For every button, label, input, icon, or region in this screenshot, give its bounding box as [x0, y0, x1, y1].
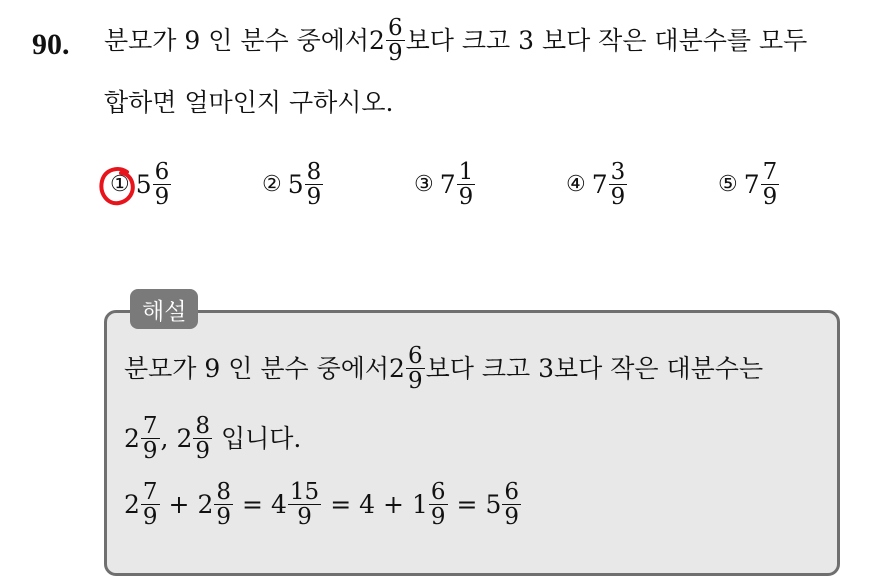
fraction-whole: 5: [485, 490, 502, 520]
equation-result: [486, 480, 523, 529]
choice-number: ⑤: [718, 172, 738, 198]
fraction: [305, 160, 324, 209]
fraction: [609, 160, 628, 209]
fraction-numerator: 7: [762, 159, 778, 185]
fraction-whole: 7: [439, 170, 456, 200]
fraction-numerator: 1: [458, 159, 474, 185]
separator: ,: [160, 424, 177, 454]
solution-line-2: [124, 414, 301, 463]
choice-number: ②: [262, 172, 282, 198]
choice-4[interactable]: [566, 160, 628, 209]
fraction: [141, 480, 160, 529]
fraction-denominator: 9: [430, 504, 446, 531]
fraction-whole: 2: [389, 354, 405, 384]
fraction-whole: 2: [369, 26, 385, 56]
question-line-1: [104, 16, 807, 65]
answer-mark-circle-icon: [97, 163, 139, 209]
fraction: [214, 480, 233, 529]
fraction-whole: 4: [271, 490, 287, 520]
plus-sign: +: [168, 490, 190, 520]
fraction-whole: 7: [743, 170, 760, 200]
fraction-denominator: 9: [306, 184, 322, 211]
fraction-whole: 5: [135, 170, 152, 200]
fraction-denominator: 9: [610, 184, 626, 211]
equals-sign: =: [456, 490, 478, 520]
fraction-whole: 2: [124, 424, 140, 454]
equation-term-2: [198, 480, 235, 529]
choice-number: ①: [110, 172, 130, 198]
fraction-denominator: 9: [142, 438, 158, 465]
fraction-denominator: 9: [142, 504, 158, 531]
fraction-denominator: 9: [216, 504, 232, 531]
fraction: [193, 414, 212, 463]
solution-fraction-a: [124, 414, 161, 463]
fraction-numerator: 8: [195, 413, 210, 439]
fraction-denominator: 9: [504, 504, 520, 531]
choice-number: ④: [566, 172, 586, 198]
fraction-denominator: 9: [387, 40, 403, 67]
fraction: [288, 480, 321, 529]
question-text-post: 보다 크고 3 보다 작은 대분수를 모두: [405, 26, 808, 56]
question-number: 90.: [32, 28, 70, 61]
choice-number: ③: [414, 172, 434, 198]
fraction-denominator: 9: [762, 184, 778, 211]
fraction: [502, 480, 521, 529]
fraction-whole: 2: [197, 490, 214, 520]
choice-3[interactable]: [414, 160, 476, 209]
choice-5[interactable]: [718, 160, 780, 209]
fraction: [386, 16, 405, 65]
equation-term-4: 4: [359, 490, 376, 520]
equals-sign: =: [330, 490, 352, 520]
fraction-numerator: 6: [430, 479, 446, 505]
fraction-denominator: 9: [458, 184, 474, 211]
fraction-numerator: 8: [216, 479, 232, 505]
equation-term-5: [412, 480, 449, 529]
fraction-denominator: 9: [195, 438, 210, 465]
solution-text-pre: 분모가 9 인 분수 중에서: [124, 354, 390, 384]
solution-line-1: [124, 344, 763, 393]
fraction-whole: 2: [176, 424, 193, 454]
question-line-2: 합하면 얼마인지 구하시오.: [104, 88, 394, 117]
solution-fraction: [389, 344, 426, 393]
solution-text-post: 보다 크고 3보다 작은 대분수는: [425, 354, 764, 384]
solution-tag: 해설: [130, 289, 198, 329]
fraction-numerator: 6: [407, 343, 423, 369]
solution-text-end: 입니다.: [213, 424, 302, 454]
fraction-numerator: 8: [306, 159, 322, 185]
fraction-denominator: 9: [407, 368, 423, 395]
fraction-numerator: 15: [289, 479, 320, 505]
fraction: [141, 414, 160, 463]
fraction-numerator: 7: [142, 479, 158, 505]
fraction: [429, 480, 448, 529]
fraction-denominator: 9: [154, 184, 170, 211]
fraction: [153, 160, 172, 209]
fraction-numerator: 6: [504, 479, 520, 505]
fraction: [406, 344, 425, 393]
fraction-numerator: 6: [154, 159, 170, 185]
fraction: [457, 160, 476, 209]
fraction-numerator: 3: [610, 159, 626, 185]
question-text-pre: 분모가 9 인 분수 중에서: [104, 26, 370, 56]
equals-sign: =: [242, 490, 263, 520]
fraction-whole: 7: [591, 170, 608, 200]
fraction-whole: 2: [124, 490, 140, 520]
fraction-numerator: 6: [387, 15, 403, 41]
fraction-whole: 1: [412, 490, 428, 520]
solution-fraction-b: [176, 414, 213, 463]
equation-term-3: [271, 480, 322, 529]
plus-sign: +: [383, 490, 404, 520]
fraction-whole: 5: [287, 170, 304, 200]
solution-equation: [124, 480, 522, 529]
equation-term-1: [124, 480, 161, 529]
fraction-numerator: 7: [142, 413, 158, 439]
question-fraction: [369, 16, 406, 65]
fraction-denominator: 9: [297, 504, 312, 531]
choice-2[interactable]: [262, 160, 324, 209]
fraction: [761, 160, 780, 209]
